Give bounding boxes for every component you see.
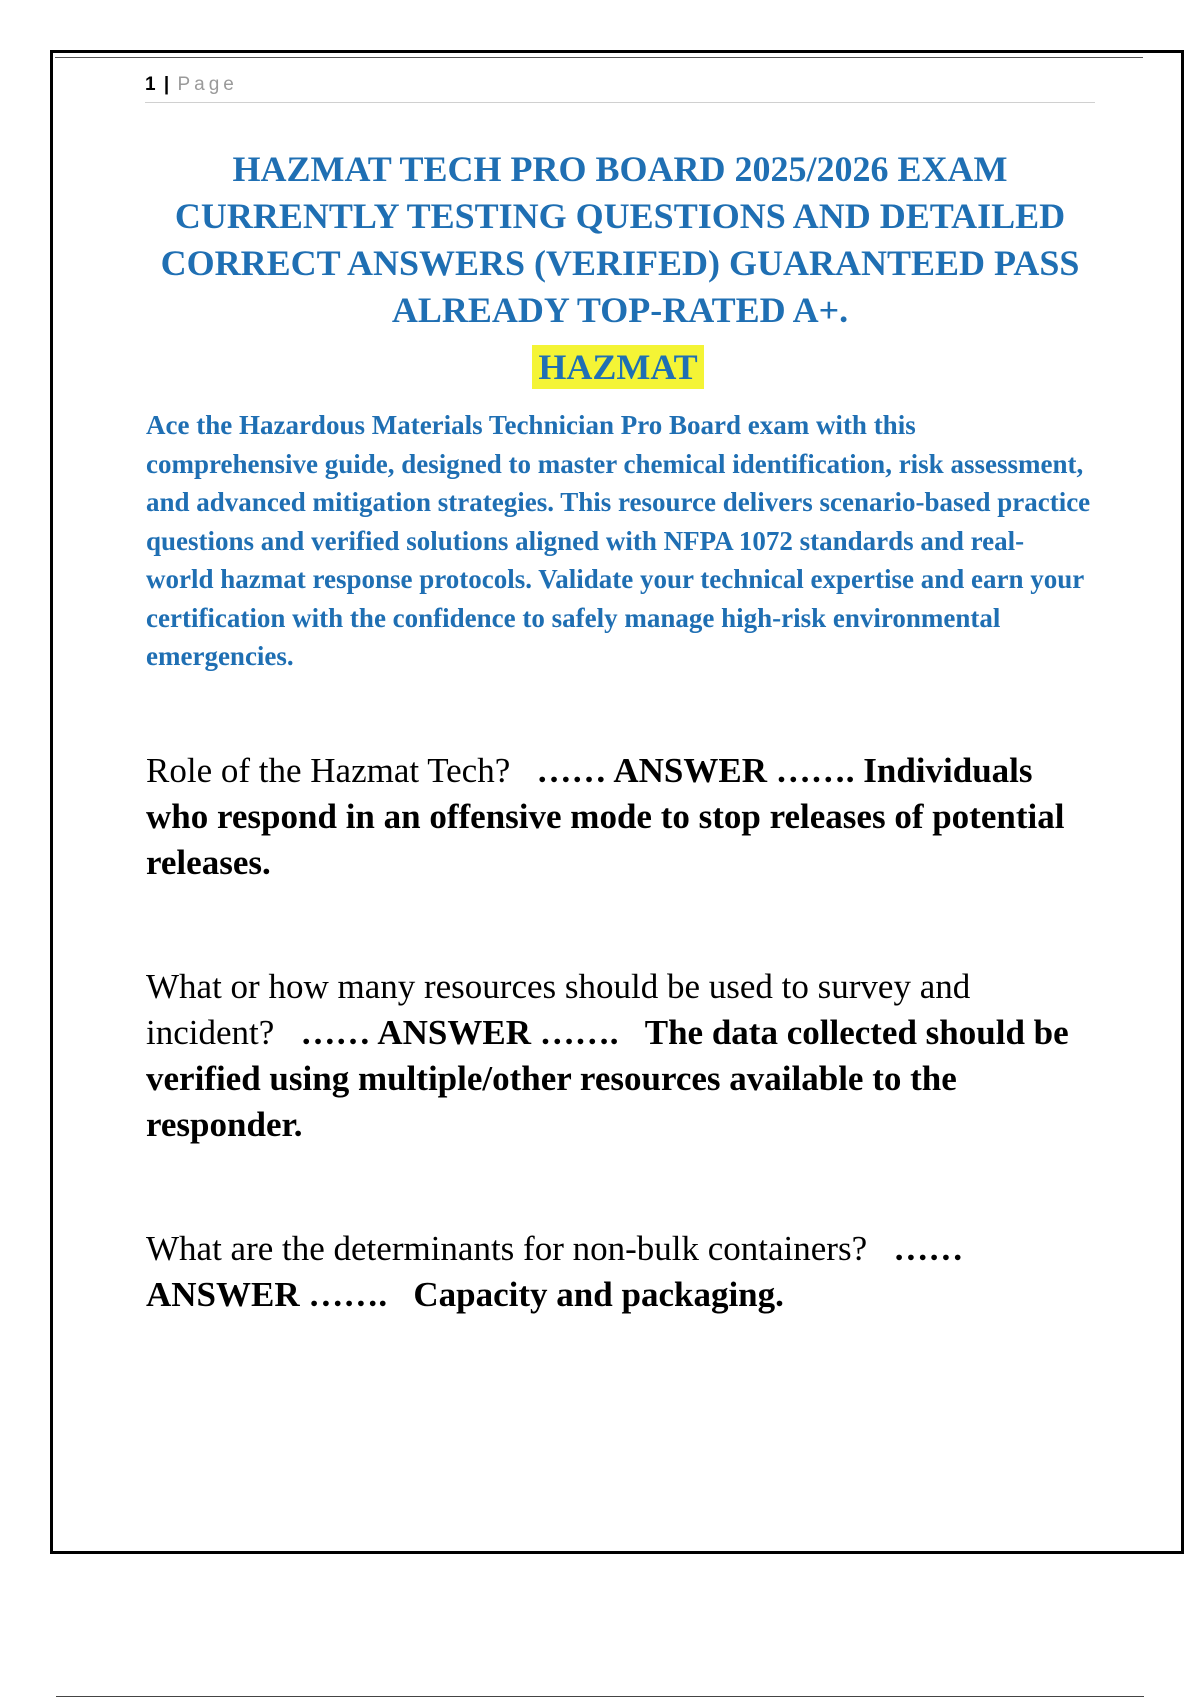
document-title: HAZMAT TECH PRO BOARD 2025/2026 EXAM CURRENTLY TESTING QUESTIONS AND DETAILED CORRECT ANSWERS (VERIFED) GUARANTEED PASS ALREADY TOP-RATED A+. — [160, 149, 1080, 330]
qa-item — [146, 1226, 1091, 1318]
intro-paragraph: Ace the Hazardous Materials Technician Pro Board exam with this comprehensive guide, designed to master chemical identification, risk assessment, and advanced mitigation strategies. This resource delivers scenario-based practice questions and verified solutions aligned with NFPA 1072 standards and real-world hazmat response protocols. Validate your technical expertise and earn your certification with the confidence to safely manage high-risk environmental emergencies. — [146, 410, 1091, 671]
highlight-container — [0, 345, 1200, 389]
question-text: What are the determinants for non-bulk containers? — [146, 1229, 868, 1268]
bottom-rule — [56, 1696, 1144, 1697]
page-label: Page — [177, 74, 238, 95]
highlighted-subtitle: HAZMAT — [532, 345, 703, 389]
page-separator: | — [163, 74, 170, 95]
answer-text: Individuals who respond in an offensive mode to stop releases of potential releases. — [146, 751, 1065, 882]
question-text: What or how many resources should be used to survey and incident? — [146, 967, 971, 1052]
question-text: Role of the Hazmat Tech? — [146, 751, 511, 790]
top-rule — [55, 57, 1143, 58]
qa-item — [146, 748, 1091, 886]
page-header — [145, 74, 1095, 103]
qa-item — [146, 964, 1091, 1148]
answer-separator: …… ANSWER ……. — [536, 751, 855, 790]
answer-separator: …… ANSWER ……. — [146, 1229, 964, 1314]
answer-text: Capacity and packaging. — [413, 1275, 784, 1314]
page-number: 1 — [145, 74, 156, 95]
answer-separator: …… ANSWER ……. — [300, 1013, 619, 1052]
answer-text: The data collected should be verified using multiple/other resources available to the responder. — [146, 1013, 1069, 1144]
